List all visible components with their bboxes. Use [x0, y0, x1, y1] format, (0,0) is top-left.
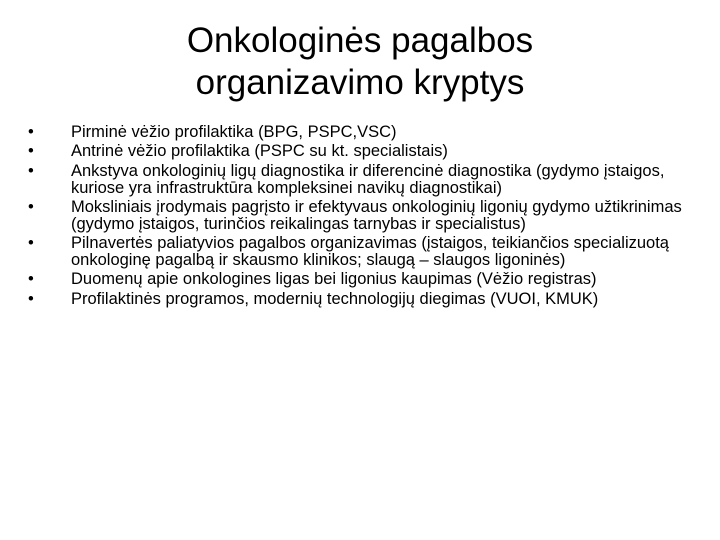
- bullet-item-treatment: [28, 199, 688, 233]
- bullet-text: Duomenų apie onkologines ligas bei ligonius kaupimas (Vėžio registras): [71, 270, 597, 289]
- bullet-dot-icon: •: [28, 197, 34, 216]
- title-line-2: organizavimo kryptys: [195, 63, 525, 102]
- bullet-item-cancer-registry: [28, 271, 688, 288]
- bullet-item-primary-prevention: [28, 124, 688, 141]
- bullet-item-palliative-care: [28, 235, 688, 269]
- bullet-dot-icon: •: [28, 289, 34, 308]
- bullet-item-prevention-programs: [28, 291, 688, 308]
- title-line-1: Onkologinės pagalbos: [186, 21, 534, 60]
- bullet-text: Moksliniais įrodymais pagrįsto ir efektyvaus onkologinių ligonių gydymo užtikrinimas (gydymo įstaigos, turinčios reikalingas tarnybas ir specialistus): [71, 197, 682, 233]
- slide-title: [60, 20, 660, 104]
- bullet-list: [28, 124, 688, 310]
- bullet-item-secondary-prevention: [28, 143, 688, 160]
- bullet-dot-icon: •: [28, 234, 34, 253]
- bullet-dot-icon: •: [28, 123, 34, 141]
- bullet-text: Profilaktinės programos, modernių technologijų diegimas (VUOI, KMUK): [71, 289, 599, 308]
- bullet-dot-icon: •: [28, 270, 34, 289]
- bullet-text: Pirminė vėžio profilaktika (BPG, PSPC,VSC): [71, 123, 397, 141]
- bullet-dot-icon: •: [28, 161, 34, 180]
- bullet-text: Antrinė vėžio profilaktika (PSPC su kt. specialistais): [71, 142, 448, 161]
- bullet-dot-icon: •: [28, 142, 34, 161]
- bullet-text: Pilnavertės paliatyvios pagalbos organizavimas (įstaigos, teikiančios specializuotą onkologinę pagalbą ir skausmo klinikos; slaugą – slaugos ligoninės): [71, 234, 669, 269]
- bullet-text: Ankstyva onkologinių ligų diagnostika ir diferencinė diagnostika (gydymo įstaigos, kuriose yra infrastruktūra kompleksinei navikų diagnostikai): [71, 161, 665, 197]
- bullet-item-early-diagnostics: [28, 163, 688, 197]
